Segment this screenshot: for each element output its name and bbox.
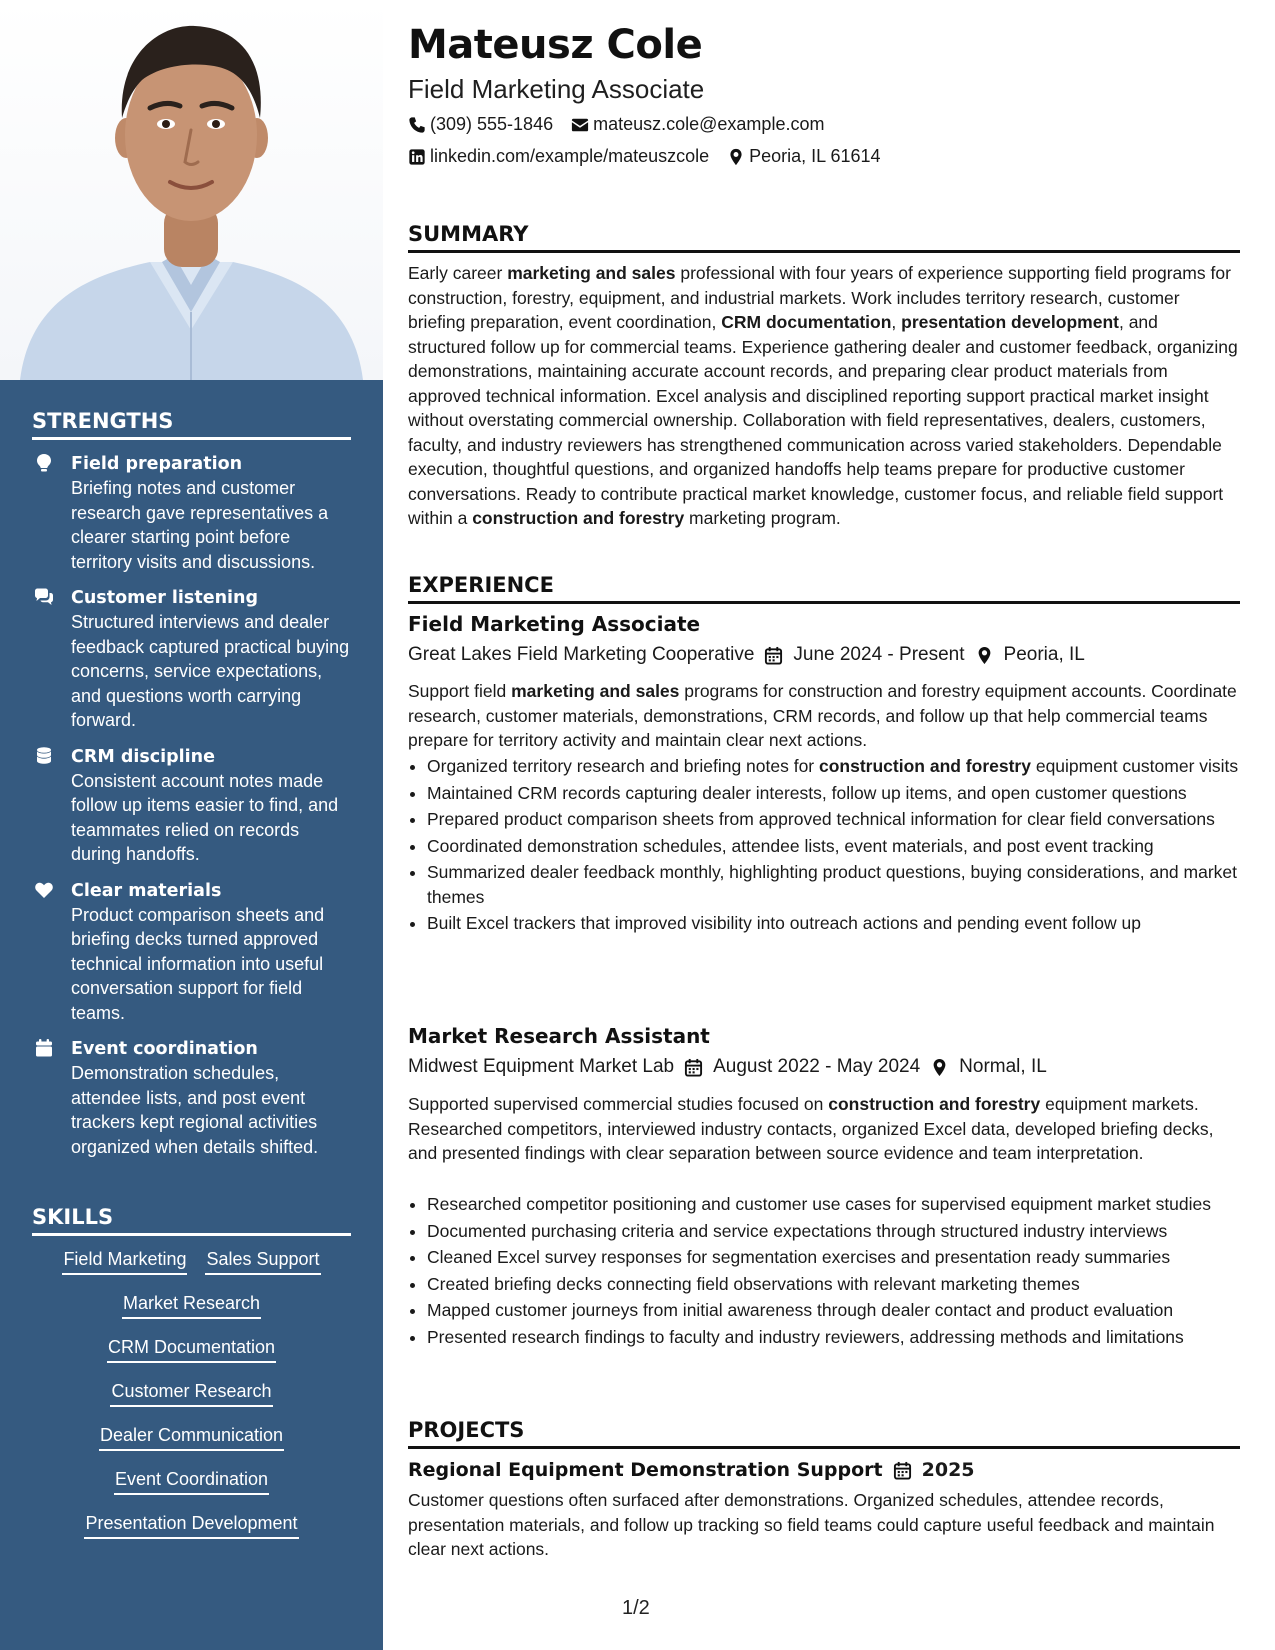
heart-icon <box>34 880 54 900</box>
list-item: • Presented research findings to faculty and industry reviewers, addressing methods and limitations <box>427 1325 1259 1350</box>
job-title: Market Research Assistant <box>408 1024 710 1048</box>
list-item: • Cleaned Excel survey responses for segmentation exercises and presentation ready summaries <box>427 1245 1259 1270</box>
calendar-icon <box>764 646 783 665</box>
strength-item <box>32 586 351 733</box>
map-pin-icon <box>930 1058 949 1077</box>
skills-heading: SKILLS <box>32 1205 351 1236</box>
skill-tag: Customer Research <box>110 1378 272 1407</box>
skill-tag: Field Marketing <box>62 1246 187 1275</box>
strength-item <box>32 745 351 867</box>
phone-icon <box>408 116 426 134</box>
skill-tag: CRM Documentation <box>107 1334 276 1363</box>
list-item: • Coordinated demonstration schedules, attendee lists, event materials, and post event tracking <box>427 834 1259 859</box>
job-dates: June 2024 - Present <box>793 644 965 665</box>
skill-tag: Event Coordination <box>114 1466 269 1495</box>
list-item: • Documented purchasing criteria and service expectations through structured industry interviews <box>427 1219 1259 1244</box>
location-contact <box>727 146 880 167</box>
strengths-section <box>32 409 351 1159</box>
job-description: Supported supervised commercial studies focused on construction and forestry equipment markets. Researched competitors, interviewed industry contacts, organized Excel data, developed briefing decks, and presented findings with clear separation between source evidence and team interpretation. <box>408 1094 1214 1163</box>
calendar-icon <box>893 1461 912 1480</box>
company-name: Great Lakes Field Marketing Cooperative <box>408 644 755 665</box>
skill-tag: Dealer Communication <box>99 1422 284 1451</box>
sidebar <box>0 0 383 1650</box>
skills-section <box>32 1205 351 1554</box>
map-pin-icon <box>727 148 745 166</box>
candidate-title: Field Marketing Associate <box>408 74 705 104</box>
strength-title: Customer listening <box>71 588 259 608</box>
projects-heading: PROJECTS <box>408 1418 1240 1449</box>
strength-item <box>32 879 351 1026</box>
list-item: • Researched competitor positioning and customer use cases for supervised equipment market studies <box>427 1192 1259 1217</box>
skill-tag: Presentation Development <box>84 1510 298 1539</box>
job-meta <box>408 1056 1047 1078</box>
linkedin-url: linkedin.com/example/mateuszcole <box>430 146 710 166</box>
location-text: Peoria, IL 61614 <box>749 146 881 166</box>
strength-item <box>32 452 351 574</box>
calendar-icon <box>34 1038 54 1058</box>
skill-tag: Sales Support <box>205 1246 320 1275</box>
project-title: Regional Equipment Demonstration Support <box>408 1459 883 1481</box>
list-item: • Created briefing decks connecting field observations with relevant marketing themes <box>427 1272 1259 1297</box>
comments-icon <box>34 587 54 607</box>
strength-description: Product comparison sheets and briefing decks turned approved technical information into useful conversation support for field teams. <box>71 904 325 1023</box>
skills-list <box>32 1236 351 1539</box>
contact-line <box>408 146 881 167</box>
strengths-heading: STRENGTHS <box>32 409 351 440</box>
list-item: • Prepared product comparison sheets from approved technical information for clear field conversations <box>427 807 1259 832</box>
list-item: • Maintained CRM records capturing dealer interests, follow up items, and open customer questions <box>427 781 1259 806</box>
calendar-icon <box>684 1058 703 1077</box>
job-location: Peoria, IL <box>1003 644 1085 665</box>
page-number: 1/2 <box>622 1597 650 1619</box>
skill-tag: Market Research <box>122 1290 261 1319</box>
profile-photo <box>0 0 383 380</box>
strength-item <box>32 1037 351 1159</box>
strength-title: CRM discipline <box>71 746 215 767</box>
job-dates: August 2022 - May 2024 <box>713 1056 921 1077</box>
strength-title: Field preparation <box>71 454 243 474</box>
lightbulb-icon <box>34 453 54 473</box>
contact-line <box>408 114 824 135</box>
job-location: Normal, IL <box>959 1056 1047 1077</box>
email-address: mateusz.cole@example.com <box>593 114 825 134</box>
strength-description: Consistent account notes made follow up items easier to find, and teammates relied on records during handoffs. <box>71 770 339 864</box>
candidate-name: Mateusz Cole <box>408 22 703 68</box>
linkedin-icon <box>408 148 426 166</box>
company-name: Midwest Equipment Market Lab <box>408 1056 675 1077</box>
project-year: 2025 <box>921 1459 975 1481</box>
list-item: • Summarized dealer feedback monthly, highlighting product questions, buying considerations, and market themes <box>427 860 1259 909</box>
list-item: • Mapped customer journeys from initial awareness through dealer contact and product evaluation <box>427 1298 1259 1323</box>
strength-description: Structured interviews and dealer feedback captured practical buying concerns, service expectations, and questions worth carrying forward. <box>71 612 350 730</box>
project-description: Customer questions often surfaced after demonstrations. Organized schedules, attendee records, presentation materials, and follow up tracking so field teams could capture useful feedback and maintain clear next actions. <box>408 1490 1215 1559</box>
job-bullets <box>408 1192 1259 1351</box>
strength-title: Event coordination <box>71 1039 258 1059</box>
strength-description: Demonstration schedules, attendee lists, and post event trackers kept regional activities organized when details shifted. <box>71 1063 319 1157</box>
summary-heading: SUMMARY <box>408 222 1240 253</box>
job-description: Support field marketing and sales programs for construction and forestry equipment accounts. Coordinate research, customer materials, demonstrations, CRM records, and follow up that help commercial teams prepare for territory activity and maintain clear next actions. <box>408 681 1237 750</box>
strength-title: Clear materials <box>71 880 222 901</box>
list-item: • Organized territory research and briefing notes for construction and forestry equipment customer visits <box>427 754 1259 779</box>
phone-contact[interactable] <box>408 114 553 135</box>
email-contact[interactable] <box>571 114 824 135</box>
map-pin-icon <box>975 646 994 665</box>
project-header <box>408 1459 975 1481</box>
summary-paragraph: Early career marketing and sales professional with four years of experience supporting field programs for construction, forestry, equipment, and industrial markets. Work includes territory research, customer briefing preparation, event coordination, CRM documentation, presentation development, and structured follow up for commercial teams. Experience gathering dealer and customer feedback, organizing demonstrations, maintaining accurate account records, and preparing clear product materials from approved technical information. Excel analysis and disciplined reporting support practical market insight without overstating commercial ownership. Collaboration with field representatives, dealers, customers, faculty, and industry reviewers has strengthened communication across varied stakeholders. Dependable execution, thoughtful questions, and organized handoffs help teams prepare for productive customer conversations. Ready to contribute practical market knowledge, customer focus, and reliable field support within a construction and forestry marketing program. <box>408 263 1238 528</box>
job-bullets <box>408 754 1259 938</box>
linkedin-contact[interactable] <box>408 146 709 167</box>
job-title: Field Marketing Associate <box>408 612 701 636</box>
phone-number: (309) 555-1846 <box>430 114 554 134</box>
list-item: • Built Excel trackers that improved visibility into outreach actions and pending event follow up <box>427 911 1259 936</box>
experience-heading: EXPERIENCE <box>408 573 1240 604</box>
envelope-icon <box>571 116 589 134</box>
strength-description: Briefing notes and customer research gave representatives a clearer starting point before territory visits and discussions. <box>71 478 329 572</box>
database-icon <box>34 746 54 766</box>
profile-photo-illustration <box>0 0 383 380</box>
job-meta <box>408 644 1085 666</box>
